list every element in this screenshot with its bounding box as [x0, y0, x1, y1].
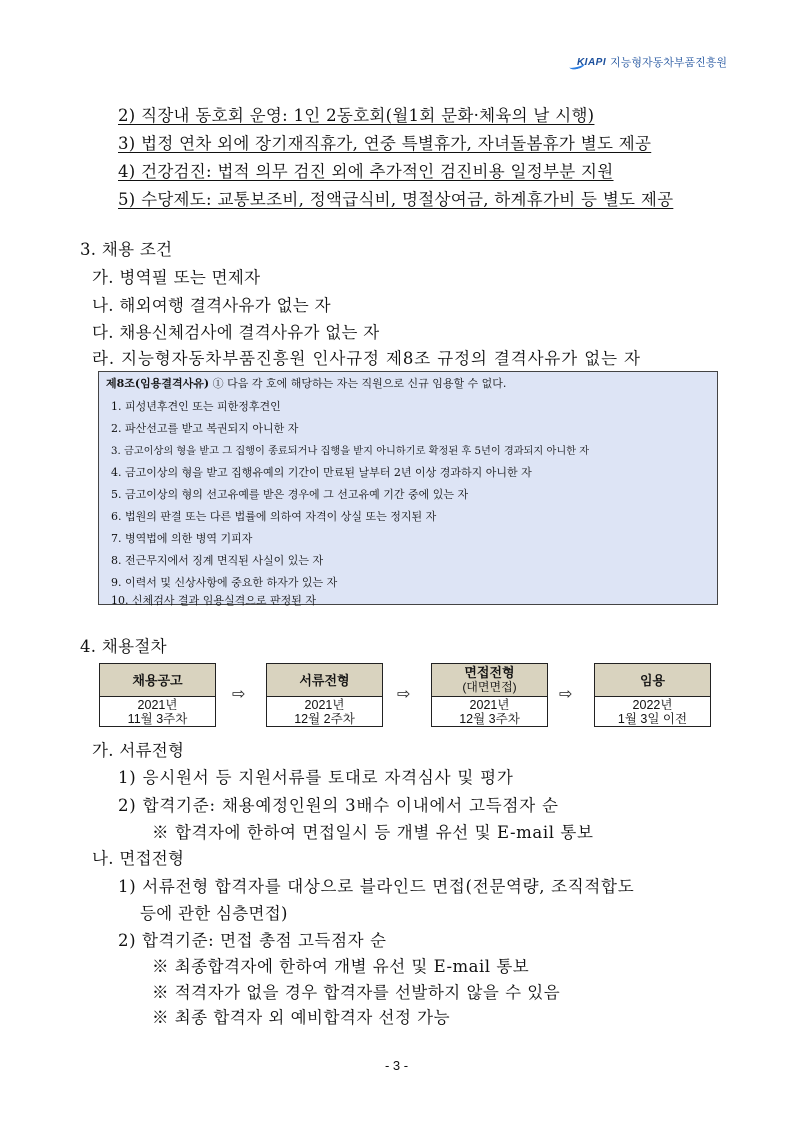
disqualification-rule-box — [98, 371, 718, 605]
flow-step-announcement — [99, 663, 216, 727]
flow-step-year: 2021년 — [137, 697, 178, 712]
right-arrow-icon: ⇨ — [397, 684, 411, 703]
flow-step-appointment — [594, 663, 711, 727]
flow-step-title-box — [99, 663, 216, 697]
right-arrow-icon: ⇨ — [232, 684, 246, 703]
condition-item: 다. 채용신체검사에 결격사유가 없는 자 — [92, 323, 380, 342]
rule-heading — [106, 375, 506, 391]
doc-screening-title: 가. 서류전형 — [92, 741, 185, 760]
rule-item: 1. 피성년후견인 또는 피한정후견인 — [111, 400, 281, 413]
flow-step-week: 12월 2주차 — [294, 711, 355, 726]
flow-step-title: 서류전형 — [299, 672, 350, 688]
benefit-item: 5) 수당제도: 교통보조비, 정액급식비, 명절상여금, 하계휴가비 등 별도 제공 — [118, 190, 674, 209]
flow-step-subtitle: (대면면접) — [462, 680, 517, 694]
flow-step-week: 11월 3주차 — [127, 711, 188, 726]
doc-screening-item: 2) 합격기준: 채용예정인원의 3배수 이내에서 고득점자 순 — [118, 796, 559, 815]
flow-step-date-box — [431, 697, 548, 727]
flow-step-date-box — [594, 697, 711, 727]
condition-item: 나. 해외여행 결격사유가 없는 자 — [92, 296, 331, 315]
flow-step-title: 면접전형 — [464, 665, 515, 680]
doc-screening-note: ※ 합격자에 한하여 면접일시 등 개별 유선 및 E-mail 통보 — [152, 823, 594, 842]
rule-item: 9. 이력서 및 신상사항에 중요한 하자가 있는 자 — [111, 576, 338, 589]
page-number: - 3 - — [384, 1058, 409, 1073]
interview-title: 나. 면접전형 — [92, 849, 185, 868]
benefit-item: 4) 건강검진: 법적 의무 검진 외에 추가적인 검진비용 일정부분 지원 — [118, 162, 614, 181]
flow-step-date-box — [99, 697, 216, 727]
flow-step-interview — [431, 663, 548, 727]
flow-step-title-box — [594, 663, 711, 697]
org-name: 지능형자동차부품진흥원 — [610, 57, 727, 69]
interview-item: 2) 합격기준: 면접 총점 고득점자 순 — [118, 931, 387, 950]
rule-item: 7. 병역법에 의한 병역 기피자 — [111, 532, 253, 545]
interview-note: ※ 적격자가 없을 경우 합격자를 선발하지 않을 수 있음 — [152, 983, 561, 1002]
rule-item: 6. 법원의 판결 또는 다른 법률에 의하여 자격이 상실 또는 정지된 자 — [111, 510, 437, 523]
rule-item: 2. 파산선고를 받고 복권되지 아니한 자 — [111, 422, 299, 435]
interview-item: 1) 서류전형 합격자를 대상으로 블라인드 면접(전문역량, 조직적합도 — [118, 877, 635, 896]
rule-item: 5. 금고이상의 형의 선고유예를 받은 경우에 그 선고유예 기간 중에 있는 자 — [111, 488, 469, 501]
flow-step-week: 12월 3주차 — [459, 711, 520, 726]
flow-step-date-box — [266, 697, 383, 727]
rule-heading-text: ① 다음 각 호에 해당하는 자는 직원으로 신규 임용할 수 없다. — [209, 377, 507, 390]
right-arrow-icon: ⇨ — [559, 684, 573, 703]
rule-item: 8. 전근무지에서 징계 면직된 사실이 있는 자 — [111, 554, 324, 567]
rule-item: 4. 금고이상의 형을 받고 집행유예의 기간이 만료된 날부터 2년 이상 경과하지 아니한 자 — [111, 466, 532, 479]
logo-text: KIAPI — [576, 56, 607, 68]
doc-screening-item: 1) 응시원서 등 지원서류를 토대로 자격심사 및 평가 — [118, 768, 514, 787]
flow-step-title: 임용 — [639, 672, 666, 688]
rule-item: 10. 신체검사 결과 임용실격으로 판정된 자 — [111, 594, 316, 607]
benefit-item: 2) 직장내 동호회 운영: 1인 2동호회(월1회 문화·체육의 날 시행) — [118, 106, 595, 125]
interview-note: ※ 최종 합격자 외 예비합격자 선정 가능 — [152, 1008, 451, 1027]
logo-swoosh-icon — [568, 59, 586, 71]
rule-article: 제8조(임용결격사유) — [106, 377, 210, 390]
flow-step-document-screening — [266, 663, 383, 727]
section-4-title: 4. 채용절차 — [80, 637, 167, 656]
flow-step-year: 2021년 — [304, 697, 345, 712]
flow-step-title-box — [266, 663, 383, 697]
kiapi-logo — [577, 57, 606, 68]
page-header — [577, 54, 727, 70]
flow-step-title-box — [431, 663, 548, 697]
benefit-item: 3) 법정 연차 외에 장기재직휴가, 연중 특별휴가, 자녀돌봄휴가 별도 제공 — [118, 134, 652, 153]
flow-step-year: 2021년 — [469, 697, 510, 712]
flow-step-title: 채용공고 — [132, 672, 183, 688]
flow-step-year: 2022년 — [632, 697, 673, 712]
section-3-title: 3. 채용 조건 — [80, 240, 173, 259]
condition-item: 라. 지능형자동차부품진흥원 인사규정 제8조 규정의 결격사유가 없는 자 — [92, 349, 641, 368]
interview-item-continued: 등에 관한 심층면접) — [140, 904, 288, 923]
flow-step-week: 1월 3일 이전 — [617, 711, 688, 726]
interview-note: ※ 최종합격자에 한하여 개별 유선 및 E-mail 통보 — [152, 957, 530, 976]
rule-item: 3. 금고이상의 형을 받고 그 집행이 종료되거나 집행을 받지 아니하기로 확정된 후 5년이 경과되지 아니한 자 — [111, 446, 590, 457]
condition-item: 가. 병역필 또는 면제자 — [92, 268, 261, 287]
